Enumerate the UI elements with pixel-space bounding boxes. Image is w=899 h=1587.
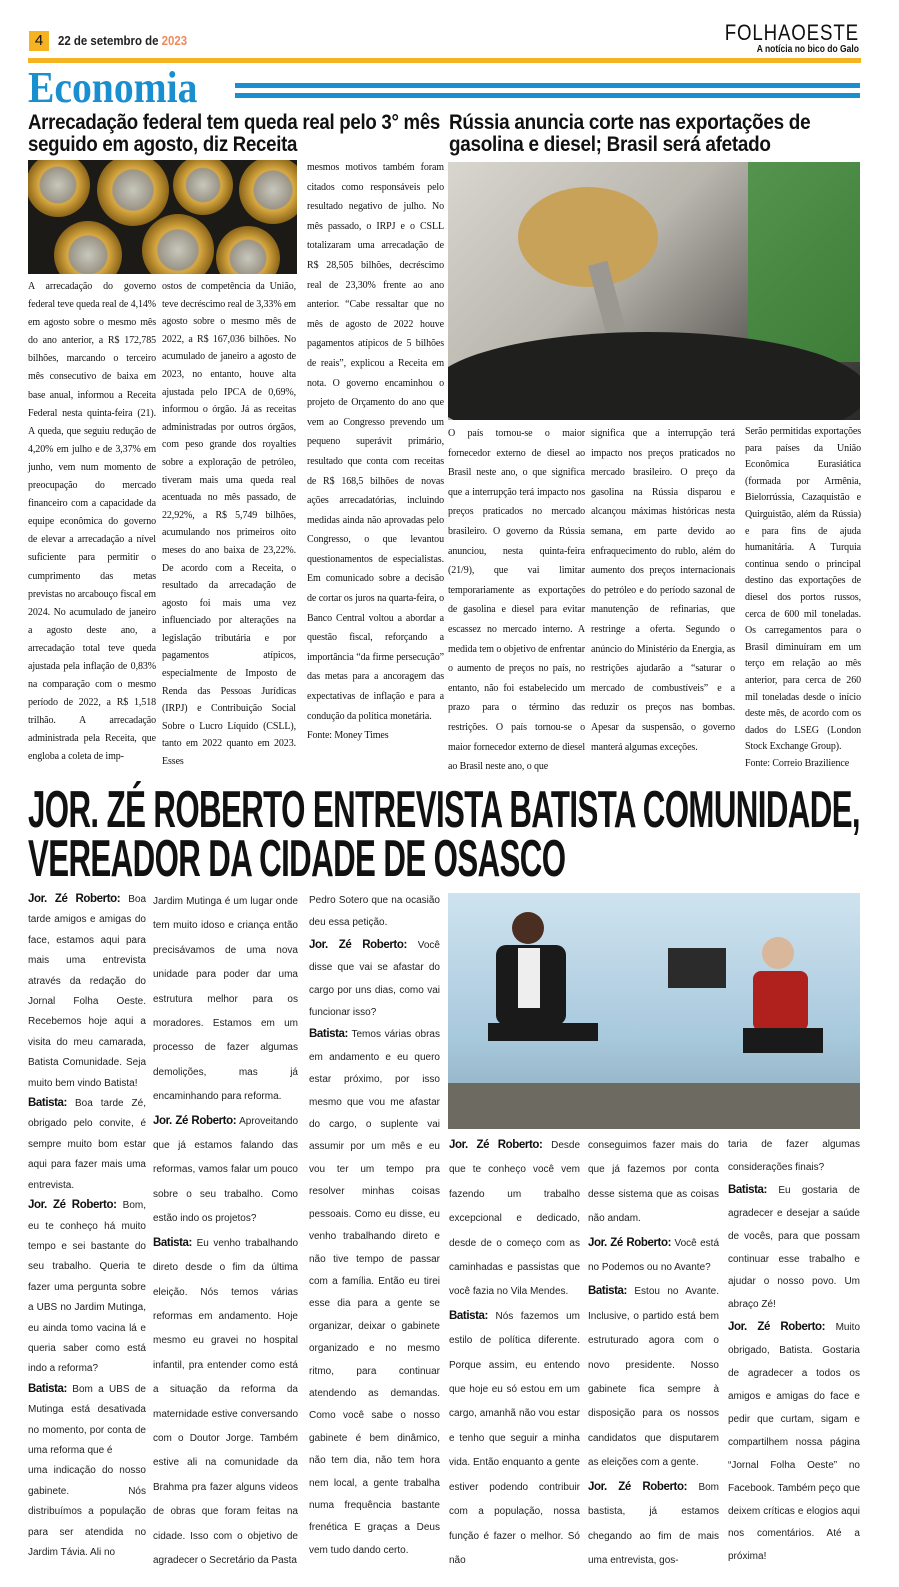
speaker-label: Jor. Zé Roberto: [449, 1139, 543, 1151]
speaker-label: Batista: [28, 1097, 67, 1110]
headline-line: seguido em agosto, diz Receita [28, 133, 298, 156]
interview-studio-image [448, 893, 860, 1129]
interview-paragraph [588, 1476, 719, 1574]
section-rule [235, 83, 860, 88]
masthead-logo [701, 22, 859, 55]
interview-paragraph [728, 1317, 860, 1569]
article1-source: Fonte: Money Times [307, 730, 389, 742]
issue-date [58, 33, 187, 48]
interview-paragraph [588, 1232, 719, 1281]
interview-text: Você disse que vai se afastar do cargo por uns dias, como vai funcionar isso? [309, 939, 440, 1019]
brand-tagline: A notícia no bico do Galo [756, 44, 859, 55]
interview-headline [28, 781, 861, 888]
speaker-label: Jor. Zé Roberto: [728, 1321, 826, 1334]
article2-column-3-text: Serão permitidas exportações para países da União Econômica Eurasiática (formada por Armênia, Bielorrússia, Cazaquistão e Quirguistão, além da Rússia) e para fins de ajuda humanitária. A Turquia continua sendo o principal destino das exportações de diesel dos portos russos, cerca de 600 mil toneladas. Os carregamentos para o Brasil diminuíram em um terço em relação ao mês anterior, para cerca de 260 mil toneladas desde o início deste mês, de acordo com os dados do LSEG (London Stock Exchange Group). [745, 426, 861, 753]
page-number: 4 [29, 31, 49, 51]
speaker-label: Batista: [728, 1183, 767, 1196]
article2-column-1: O país tornou-se o maior fornecedor externo de diesel ao Brasil neste ano, o que significa que a interrupção terá impacto nos preços praticados no mercado brasileiro. O governo da Rússia anunciou, nesta quinta-feira (21/9), que vai limitar temporariamente as exportações de gasolina e diesel para evitar escassez no mercado interno. A medida tem o objetivo de enfrentar o aumento de preços no país, no entanto, não foi estabelecido um prazo para o término das restrições. O país tornou-se o maior fornecedor externo de diesel ao Brasil neste ano, o que [448, 428, 585, 773]
article2-headline [449, 112, 810, 156]
interview-text: Pedro Sotero que na ocasião deu essa petição. [309, 895, 440, 929]
article2-source: Fonte: Correio Brazilience [745, 757, 850, 769]
interview-paragraph [449, 1134, 580, 1305]
interview-column-5 [588, 1134, 719, 1573]
interview-text: Bom, eu te conheço há muito tempo e sei bastante do seu trabalho. Queria te fazer uma pergunta sobre a UBS no Jardim Mutinga, eu ainda tomo vacina lá e queria saber como está indo a reforma? [28, 1200, 147, 1375]
interview-text: Jardim Mutinga é um lugar onde tem muito idoso e criança então precisávamos de uma nova unidade para poder dar uma estrutura melhor para os moradores. Estamos em um processo de fazer algumas demolições, mas já encaminhando para reforma. [153, 896, 298, 1103]
interview-paragraph [728, 1134, 860, 1180]
fuel-nozzle-image [448, 162, 860, 420]
interview-paragraph [28, 1461, 146, 1563]
interview-photo [448, 893, 860, 1129]
interview-text: Estou no Avante. Inclusive, o partido está bem estruturado agora com o novo presidente. Nosso gabinete fica sempre à disposição para os nossos candidatos que disputarem as eleições com a gente. [588, 1286, 720, 1469]
speaker-label: Jor. Zé Roberto: [588, 1480, 688, 1493]
section-rule [235, 93, 860, 98]
speaker-label: Batista: [28, 1382, 67, 1395]
speaker-label: Jor. Zé Roberto: [588, 1236, 672, 1249]
interview-paragraph [153, 1232, 298, 1574]
article1-column-2: ostos de competência da União, teve decréscimo real de 3,33% em agosto sobre o mesmo mês de 2022, a R$ 167,036 bilhões. No acumulado de janeiro a agosto de 2023, no entanto, houve alta ajustada pelo IPCA de 0,69%, informou o órgão. Já as receitas administradas por outros órgãos, com peso grande dos royalties sobre a exploração de petróleo, tiveram mais uma queda real acentuada no mês passado, de 22,92%, a R$ 5,749 bilhões, acumulando nos primeiros oito meses do ano baixa de 23,22%. De acordo com a Receita, o resultado da arrecadação de agosto foi mais uma vez influenciado por alterações na legislação tributária e por pagamentos atípicos, especialmente de Imposto de Renda das Pessoas Jurídicas (IRPJ) e Contribuição Social Sobre o Lucro Líquido (CSLL), tanto em 2022 quanto em 2023. Esses [162, 281, 296, 768]
interview-text: Você está no Podemos ou no Avante? [588, 1237, 720, 1274]
interview-text: Aproveitando que já estamos falando das reformas, vamos falar um pouco sobre o seu trabalho. Como estão indo os projetos? [153, 1115, 299, 1225]
interview-paragraph [28, 890, 146, 1094]
interview-paragraph [728, 1180, 860, 1317]
interview-text: uma indicação do nosso gabinete. Nós distribuímos a população para ser atendida no Jardim Távia. Ali no [28, 1465, 146, 1558]
interview-column-6 [728, 1134, 860, 1569]
interview-text: Muito obrigado, Batista. Gostaria de agradecer a todos os amigos e amigas do face e pedir que curtam, sigam e compartilhem nossa página “Jornal Folha Oeste” no Facebook. Também peço que deixem críticas e elogios aqui nos comentários. Até a próxima! [728, 1322, 861, 1563]
coins-image [28, 160, 297, 274]
fuel-pump-photo [448, 162, 860, 420]
interview-text: Boa tarde amigos e amigas do face, estamos aqui para mais uma entrevista através da redação do Jornal Folha Oeste. Recebemos hoje aqui a visita do meu camarada, Batista Comunidade. Seja muito bem vindo Batista! [28, 894, 147, 1089]
interview-column-1 [28, 890, 146, 1563]
interview-paragraph [28, 1380, 146, 1462]
interview-paragraph [153, 890, 298, 1110]
interview-paragraph [28, 1094, 146, 1196]
interview-text: Bom bastista, já estamos chegando ao fim de mais uma entrevista, gos- [588, 1481, 719, 1566]
article2-column-2: significa que a interrupção terá impacto nos preços praticados no mercado brasileiro. O preço da gasolina na Rússia disparou e alcançou máximas históricas nesta semana, em parte devido ao enfraquecimento do rublo, além do aumento dos preços internacionais do petróleo e do período sazonal de manutenção de refinarias, que restringe a oferta. Segundo o anúncio do Ministério da Energia, as restrições ajudarão a “saturar o mercado de combustíveis” e a reduzir os preços nas bombas. Apesar da suspensão, o governo manterá algumas exceções. [591, 428, 735, 753]
interview-text: Bom a UBS de Mutinga está desativada no momento, por conta de uma reforma que é [28, 1383, 146, 1456]
interview-paragraph [309, 890, 440, 935]
interview-text: Temos várias obras em andamento e eu quero estar próximo, por isso mesmo que vou me afastar do cargo, o suplente vai assumir por um mês e eu vou ter um tempo pra resolver minhas coisas pessoais. Como eu disse, eu venho trabalhando direto e não tive tempo de passar com a família. Então eu tirei esse dia para a gente se organizar, deixar o gabinete organizado e no mesmo ritmo, para continuar atendendo as demandas. Como você sabe o nosso gabinete é bem dinâmico, não tem dia, não tem hora nem local, a gente trabalha numa frequência bastante frenética E graças a Deus vem tudo dando certo. [309, 1029, 440, 1556]
headline-line: gasolina e diesel; Brasil será afetado [449, 133, 771, 156]
interview-paragraph [588, 1280, 719, 1475]
interview-paragraph [153, 1110, 298, 1232]
section-title: Economia [28, 63, 198, 112]
article1-headline [28, 112, 440, 156]
speaker-label: Batista: [449, 1309, 488, 1322]
brand-name: FOLHAOESTE [724, 20, 859, 45]
interview-paragraph [309, 1024, 440, 1562]
speaker-label: Jor. Zé Roberto: [309, 938, 407, 951]
headline-line: JOR. ZÉ ROBERTO ENTREVISTA BATISTA COMUNIDADE, [28, 781, 861, 839]
speaker-label: Batista: [309, 1028, 348, 1041]
interview-text: conseguimos fazer mais do que já fazemos por conta desse sistema que as coisas não andam. [588, 1140, 719, 1225]
interview-paragraph [449, 1305, 580, 1573]
speaker-label: Batista: [588, 1285, 627, 1298]
interview-column-3 [309, 890, 440, 1562]
interview-text: Nós fazemos um estilo de política diferente. Porque assim, eu entendo que hoje eu só estou em um cargo, amanhã não vou estar e tenho que seguir a minha vida. Então enquanto a gente estiver podendo contribuir com a população, nossa função é fazer o melhor. Só não [449, 1310, 580, 1566]
article1-column-1: A arrecadação do governo federal teve queda real de 4,14% em agosto sobre o mesmo mês do ano anterior, a R$ 172,785 bilhões, marcando o terceiro mês consecutivo de baixa em base anual, informou a Receita Federal nesta quinta-feira (21). A queda, que seguiu redução de 4,20% em julho e de 3,37% em junho, vem num momento de preocupação do mercado financeiro com a capacidade da equipe econômica do governo de elevar a arrecadação a nível suficiente para permitir o cumprimento das metas previstas no arcabouço fiscal em 2024. No acumulado de janeiro a agosto deste ano, a arrecadação total teve queda ajustada pela inflação de 0,83% na comparação com o mesmo período de 2022, a R$ 1,518 trilhão. A arrecadação administrada pela Receita, que engloba a coleta de imp- [28, 281, 156, 763]
interview-column-2 [153, 890, 298, 1573]
interview-paragraph [588, 1134, 719, 1232]
article1-column-3 [307, 158, 444, 746]
date-text: 22 de setembro de [58, 33, 162, 48]
interview-text: Eu gostaria de agradecer e desejar a saúde de vocês, para que possam continuar esse trabalho e ajudar o nosso povo. Um abraço Zé! [728, 1184, 860, 1311]
interview-paragraph [309, 935, 440, 1025]
interview-text: Desde que te conheço você vem fazendo um trabalho excepcional e dedicado, desde de o começo com as caminhadas e passistas que você fazia no Vila Mendes. [449, 1140, 580, 1298]
speaker-label: Jor. Zé Roberto: [28, 1199, 117, 1212]
article1-column-3-text: mesmos motivos também foram citados como responsáveis pelo resultado negativo de julho. No mês passado, o IRPJ e o CSLL totalizaram uma arrecadação de R$ 28,505 bilhões, decréscimo real de 23,30% frente ao ano anterior. “Cabe ressaltar que no mês de agosto de 2022 houve pagamentos atípicos de 5 bilhões de reais”, explicou a Receita em nota. O governo encaminhou o projeto de Orçamento do ano que vem ao Congresso prevendo um pequeno superávit primário, resultado que conta com receitas de R$ 168,5 bilhões de novas ações arrecadatórias, incluindo medidas ainda não aprovadas pelo Congresso, o que levantou questionamentos de especialistas. Em comunicado sobre a decisão de cortar os juros na quarta-feira, o Banco Central voltou a abordar a questão fiscal, reforçando a importância “da firme persecução” das metas para a ancoragem das expectativas de inflação e para a condução da política monetária. [307, 162, 444, 722]
interview-text: Eu venho trabalhando direto desde o fim da última eleição. Nós temos várias reformas em andamento. Hoje mesmo eu gravei no hospital infantil, pra entender como está a situação da reforma da maternidade estive conversando com o Doutor Jorge. Também estive ali na comunidade da Brahma pra fazer alguns videos de obras que foram feitas na cidade. Isso com o objetivo de agradecer o Secretário da Pasta [153, 1237, 299, 1566]
article2-column-3 [745, 424, 861, 772]
speaker-label: Batista: [153, 1236, 192, 1249]
headline-line: Rússia anuncia corte nas exportações de [449, 111, 811, 134]
interview-text: Boa tarde Zé, obrigado pelo convite, é sempre muito bom estar aqui para fazer mais uma entrevista. [28, 1098, 147, 1191]
headline-line: VEREADOR DA CIDADE DE OSASCO [28, 830, 566, 888]
interview-paragraph [28, 1196, 146, 1380]
interview-column-4 [449, 1134, 580, 1573]
speaker-label: Jor. Zé Roberto: [153, 1114, 237, 1127]
date-year: 2023 [161, 33, 188, 48]
headline-line: Arrecadação federal tem queda real pelo 3° mês [28, 111, 440, 134]
coins-photo [28, 160, 297, 274]
speaker-label: Jor. Zé Roberto: [28, 893, 121, 905]
interview-text: taria de fazer algumas considerações finais? [728, 1139, 860, 1173]
